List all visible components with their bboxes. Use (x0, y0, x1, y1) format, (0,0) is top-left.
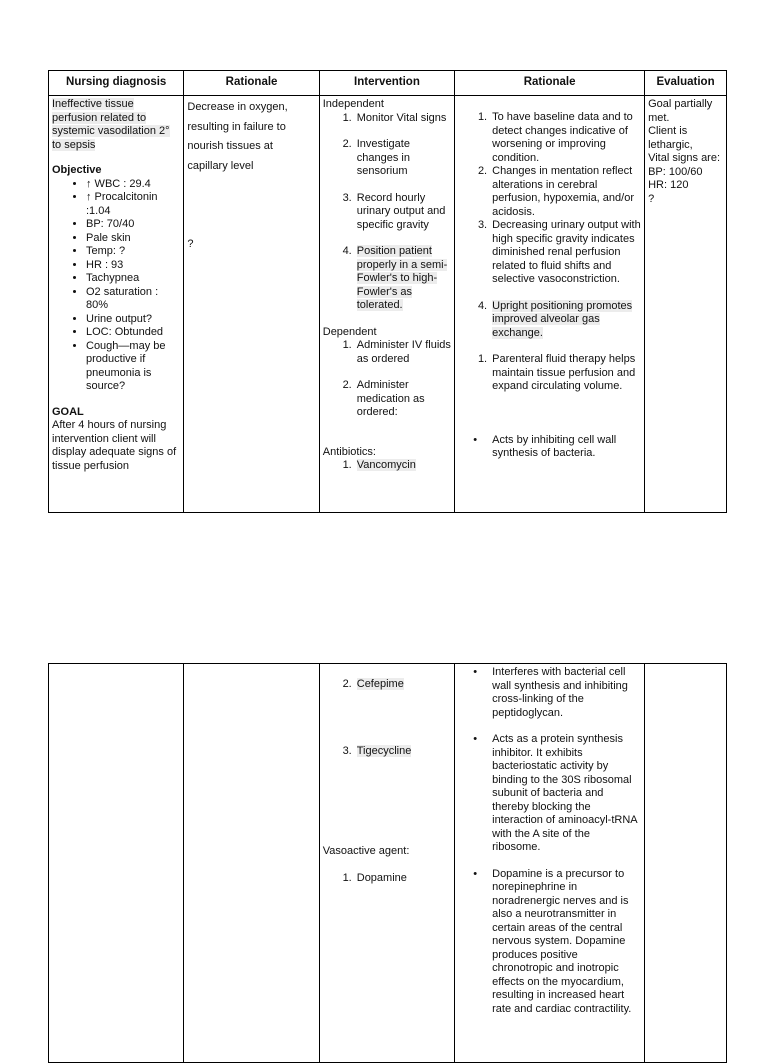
rationale-item: • Dopamine is a precursor to norepinephrine in noradrenergic nerves and is also a neurotransmitter in certain areas of the central nervous system. Dopamine produces positive chronotropic and inotropic effects on the myocardium, resulting in increased heart rate and cardiac contractility. (473, 867, 632, 1015)
independent-label: Independent (322, 98, 384, 110)
intervention-item: 2. Investigate changes in sensorium (342, 138, 410, 177)
rationale-item: • Acts as a protein synthesis inhibitor. It exhibits bacteriostatic activity by binding to the 30S ribosomal subunit of bacteria and thereby blocking the interaction of aminoacyl-tRNA with the A site of the ribosome. (473, 733, 638, 853)
rationale-item: 2. Changes in mentation reflect alterations in cerebral perfusion, hypoxemia, and/or acidosis. (477, 165, 634, 218)
evaluation-line: Goal partially met. (648, 98, 713, 124)
rationale-item: 4. Upright positioning promotes improved alveolar gas exchange. (477, 299, 633, 339)
rationale-item: • Acts by inhibiting cell wall synthesis of bacteria. (473, 433, 617, 459)
diagnosis-cell (49, 96, 184, 513)
objective-item: • O2 saturation : 80% (86, 286, 180, 313)
header-intervention: Intervention (319, 71, 454, 96)
intervention-item: 1. Monitor Vital signs (342, 111, 447, 124)
rationale-1-text: Decrease in oxygen, resulting in failure to nourish tissues at capillary level (187, 101, 288, 172)
header-nursing-diagnosis: Nursing diagnosis (49, 71, 184, 96)
objective-item: • HR : 93 (86, 259, 180, 273)
content-row (49, 664, 727, 1063)
header-rationale-2: Rationale (455, 71, 645, 96)
content-row (49, 96, 727, 513)
objective-item: • Tachypnea (86, 272, 180, 286)
rationale-item: 1. To have baseline data and to detect changes indicative of worsening or improving condition. (477, 111, 633, 164)
care-plan-table-1 (48, 70, 727, 513)
rationale-item: 1. Parenteral fluid therapy helps maintain tissue perfusion and expand circulating volume. (477, 353, 636, 392)
objective-list (52, 178, 180, 394)
header-rationale-1: Rationale (184, 71, 319, 96)
intervention-item: 2. Cefepime (342, 678, 404, 690)
antibiotics-label: Antibiotics: (322, 445, 376, 458)
intervention-item: 3. Record hourly urinary output and specific gravity (342, 191, 446, 231)
goal-text: After 4 hours of nursing intervention client will display adequate signs of tissue perfusion (52, 419, 177, 472)
evaluation-line: BP: 100/60 (648, 165, 703, 178)
intervention-item: 1. Administer IV fluids as ordered (342, 339, 451, 365)
evaluation-cell-cont (645, 664, 727, 1063)
objective-item: • Urine output? (86, 313, 180, 327)
objective-item: • Cough—may be productive if pneumonia is source? (86, 340, 180, 394)
objective-item: • Pale skin (86, 232, 180, 246)
intervention-item: 1. Dopamine (342, 871, 407, 884)
objective-item: • ↑ WBC : 29.4 (86, 178, 180, 192)
intervention-cell-cont (319, 664, 454, 1063)
objective-item: • BP: 70/40 (86, 218, 180, 232)
care-plan-table-2 (48, 663, 727, 1063)
intervention-item: 2. Administer medication as ordered: (342, 379, 425, 418)
evaluation-line: Vital signs are: (648, 152, 721, 164)
header-evaluation: Evaluation (645, 71, 727, 96)
intervention-item: 1. Vancomycin (342, 459, 416, 471)
goal-label: GOAL (52, 405, 84, 418)
evaluation-cell (645, 96, 727, 513)
objective-item: • Temp: ? (86, 245, 180, 259)
evaluation-line: HR: 120 (648, 179, 689, 191)
intervention-item: 4. Position patient properly in a semi-Fowler's to high-Fowler's as tolerated. (342, 245, 448, 311)
rationale-item: • Interferes with bacterial cell wall synthesis and inhibiting cross-linking of the peptidoglycan. (473, 666, 628, 719)
rationale-1-question: ? (187, 238, 194, 250)
diagnosis-text: Ineffective tissue perfusion related to systemic vasodilation 2° to sepsis (52, 98, 170, 151)
dependent-label: Dependent (322, 325, 377, 338)
intervention-item: 3. Tigecycline (342, 744, 412, 757)
rationale-1-cell-cont (184, 664, 319, 1063)
objective-item: • ↑ Procalcitonin :1.04 (86, 191, 180, 218)
objective-item: • LOC: Obtunded (86, 326, 180, 340)
diagnosis-cell-cont (49, 664, 184, 1063)
rationale-2-cell-cont (455, 664, 645, 1063)
header-row (49, 71, 727, 96)
rationale-2-cell (455, 96, 645, 513)
rationale-1-cell (184, 96, 319, 513)
evaluation-line: ? (648, 192, 655, 205)
rationale-item: 3. Decreasing urinary output with high specific gravity indicates diminished renal perfusion related to fluid shifts and selective vasoconstriction. (477, 219, 641, 285)
vasoactive-label: Vasoactive agent: (322, 845, 410, 857)
evaluation-line: Client is lethargic, (648, 125, 693, 151)
intervention-cell (319, 96, 454, 513)
objective-label: Objective (52, 164, 102, 176)
